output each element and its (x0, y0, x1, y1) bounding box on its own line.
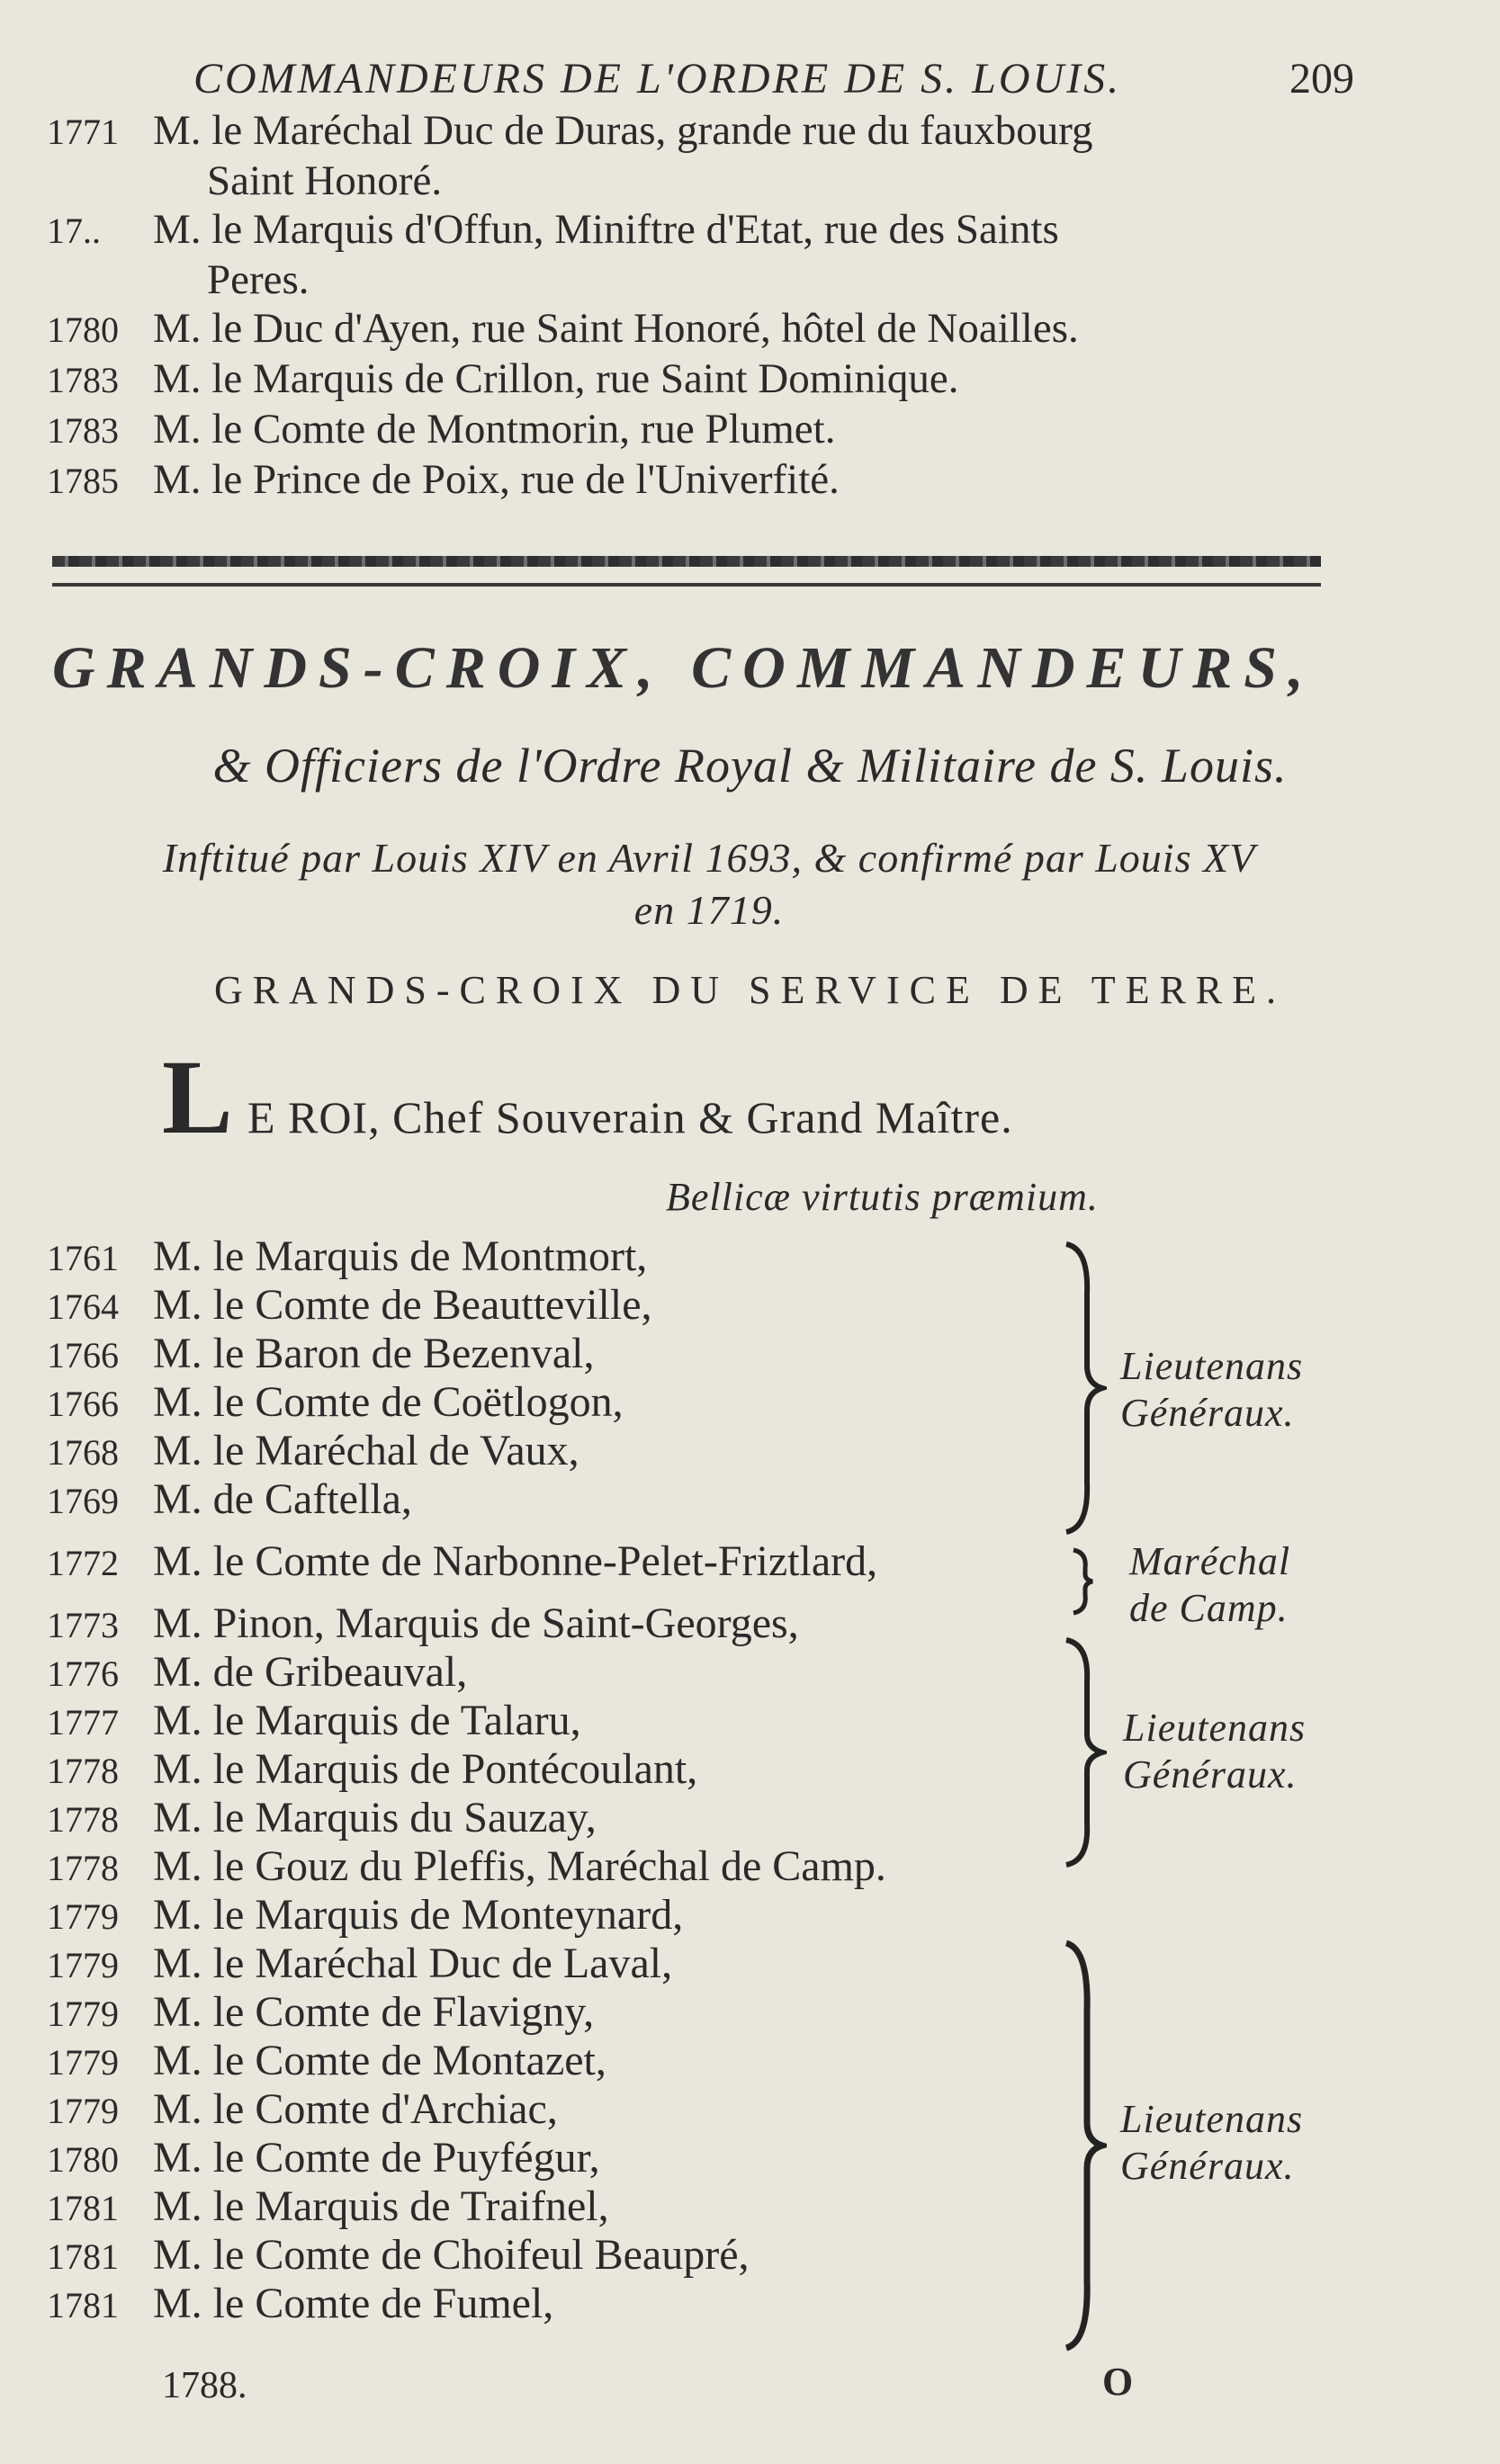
table-row (47, 1794, 1082, 1842)
entry-year: 1783 (47, 360, 119, 400)
rank-label-1 (1120, 1343, 1303, 1437)
member-name: M. de Gribeauval, (153, 1648, 468, 1696)
entry-text: M. le Marquis d'Offun, Miniftre d'Etat, rue des Saints (153, 206, 1059, 253)
member-name: M. le Comte de Coëtlogon, (153, 1378, 624, 1426)
list-item (47, 157, 1361, 205)
member-year: 1781 (47, 2285, 119, 2325)
rank-line: Généraux. (1120, 2144, 1295, 2188)
section-title: GRANDS-CROIX, COMMANDEURS, (52, 635, 1316, 701)
member-year: 1779 (47, 1896, 119, 1937)
entry-text: M. le Duc d'Ayen, rue Saint Honoré, hôtel de Noailles. (153, 305, 1079, 352)
motto: Bellicæ virtutis præmium. (666, 1175, 1099, 1219)
member-name: M. le Comte de Fumel, (153, 2280, 554, 2327)
member-name: M. le Comte de Narbonne-Pelet-Friztlard, (153, 1537, 878, 1585)
entry-text: M. le Comte de Montmorin, rue Plumet. (153, 406, 836, 452)
table-row (47, 1232, 1082, 1281)
member-name: M. le Marquis de Monteynard, (153, 1891, 684, 1939)
ornamental-rule (52, 556, 1321, 567)
member-name: M. le Marquis de Pontécoulant, (153, 1745, 698, 1793)
rank-line: Généraux. (1123, 1752, 1298, 1796)
members-list (47, 1232, 1082, 2328)
rank-label-4 (1120, 2096, 1303, 2190)
list-item (47, 205, 1361, 255)
entry-year: 1771 (47, 112, 119, 152)
table-row (47, 1524, 1082, 1599)
member-year: 1778 (47, 1751, 119, 1791)
brace-group-2 (1069, 1546, 1096, 1617)
rank-label-3 (1123, 1705, 1306, 1798)
institution-line-2: en 1719. (633, 887, 785, 933)
member-year: 1772 (47, 1543, 119, 1583)
brace-group-3 (1062, 1635, 1107, 1869)
rank-line: Généraux. (1120, 1391, 1295, 1435)
member-name: M. le Marquis du Sauzay, (153, 1794, 597, 1841)
table-row (47, 1940, 1082, 1988)
table-row (47, 2037, 1082, 2085)
top-entries (47, 106, 1361, 506)
table-row (47, 1988, 1082, 2037)
member-name: M. le Maréchal Duc de Laval, (153, 1940, 673, 1987)
entry-text: Peres. (207, 256, 310, 303)
table-row (47, 1891, 1082, 1940)
entry-text: Saint Honoré. (207, 157, 443, 204)
table-row (47, 1648, 1082, 1697)
entry-text: M. le Marquis de Crillon, rue Saint Dominique. (153, 355, 959, 402)
entry-text: M. le Maréchal Duc de Duras, grande rue du fauxbourg (153, 107, 1093, 154)
table-row (47, 1330, 1082, 1378)
member-name: M. le Marquis de Montmort, (153, 1232, 648, 1280)
member-year: 1776 (47, 1653, 119, 1694)
member-year: 1778 (47, 1799, 119, 1840)
member-year: 1779 (47, 1994, 119, 2034)
member-year: 1777 (47, 1702, 119, 1743)
table-row (47, 1475, 1082, 1524)
member-name: M. le Marquis de Traifnel, (153, 2182, 609, 2230)
member-name: M. le Comte de Puyfégur, (153, 2134, 600, 2182)
member-year: 1766 (47, 1335, 119, 1375)
member-year: 1778 (47, 1848, 119, 1888)
table-row (47, 1378, 1082, 1427)
section-subtitle: & Officiers de l'Ordre Royal & Militaire de S. Louis. (212, 739, 1288, 793)
member-name: M. le Comte de Flavigny, (153, 1988, 595, 2036)
member-name: M. le Baron de Bezenval, (153, 1330, 595, 1377)
king-title: E ROI, Chef Souverain & Grand Maître. (247, 1092, 1013, 1142)
table-row (47, 2134, 1082, 2182)
institution-line-1: Inftitué par Louis XIV en Avril 1693, & confirmé par Louis XV (162, 835, 1256, 881)
member-name: M. le Comte de Choifeul Beaupré, (153, 2231, 750, 2279)
page-number: 209 (1289, 55, 1354, 103)
table-row (47, 1697, 1082, 1745)
rank-line: Lieutenans (1123, 1706, 1307, 1750)
signature-mark: O (1102, 2360, 1134, 2404)
member-year: 1781 (47, 2188, 119, 2228)
entry-year: 1780 (47, 309, 119, 350)
table-row (47, 2231, 1082, 2280)
member-name: M. Pinon, Marquis de Saint-Georges, (153, 1599, 799, 1647)
divider (52, 583, 1321, 587)
rank-label-2 (1129, 1538, 1290, 1632)
member-name: M. le Comte d'Archiac, (153, 2085, 558, 2133)
entry-year: 1783 (47, 410, 119, 451)
table-row (47, 2085, 1082, 2134)
rank-line: Lieutenans (1120, 1344, 1304, 1388)
running-head (193, 47, 1354, 110)
running-title: COMMANDEURS DE L'ORDRE DE S. LOUIS. (193, 55, 1122, 103)
table-row (47, 1842, 1082, 1891)
member-name: M. le Maréchal de Vaux, (153, 1427, 579, 1474)
member-year: 1761 (47, 1238, 119, 1278)
brace-group-1 (1062, 1240, 1107, 1537)
member-year: 1779 (47, 2091, 119, 2131)
table-row (47, 2182, 1082, 2231)
catchword-year: 1788. (162, 2365, 247, 2406)
list-item (47, 455, 1361, 506)
member-year: 1768 (47, 1432, 119, 1473)
list-item (47, 304, 1361, 354)
member-year: 1779 (47, 1945, 119, 1985)
table-row (47, 1745, 1082, 1794)
member-year: 1781 (47, 2236, 119, 2277)
entry-text: M. le Prince de Poix, rue de l'Univerfité. (153, 456, 840, 503)
member-year: 1773 (47, 1605, 119, 1645)
entry-year: 1785 (47, 461, 119, 501)
rank-line: Maréchal (1129, 1539, 1291, 1583)
list-item (47, 405, 1361, 455)
member-name: M. le Marquis de Talaru, (153, 1697, 581, 1744)
member-name: M. le Comte de Beautteville, (153, 1281, 652, 1329)
table-row (47, 2280, 1082, 2328)
member-year: 1764 (47, 1286, 119, 1327)
member-name: M. le Gouz du Pleffis, Maréchal de Camp. (153, 1842, 886, 1890)
subsection-heading: GRANDS-CROIX DU SERVICE DE TERRE. (213, 968, 1287, 1012)
table-row (47, 1599, 1082, 1648)
member-name: M. le Comte de Montazet, (153, 2037, 606, 2084)
list-item (47, 106, 1361, 157)
member-year: 1769 (47, 1481, 119, 1521)
brace-group-4 (1062, 1939, 1107, 2352)
rank-line: Lieutenans (1120, 2097, 1304, 2141)
member-year: 1766 (47, 1384, 119, 1424)
list-item (47, 255, 1361, 304)
member-name: M. de Caftella, (153, 1475, 412, 1523)
rank-line: de Camp. (1129, 1586, 1289, 1630)
member-year: 1780 (47, 2139, 119, 2180)
table-row (47, 1427, 1082, 1475)
entry-year: 17.. (47, 211, 101, 251)
table-row (47, 1281, 1082, 1330)
member-year: 1779 (47, 2042, 119, 2083)
king-entry (162, 1038, 1332, 1156)
list-item (47, 354, 1361, 405)
institution-note (52, 832, 1366, 936)
drop-cap: L (162, 1038, 233, 1156)
